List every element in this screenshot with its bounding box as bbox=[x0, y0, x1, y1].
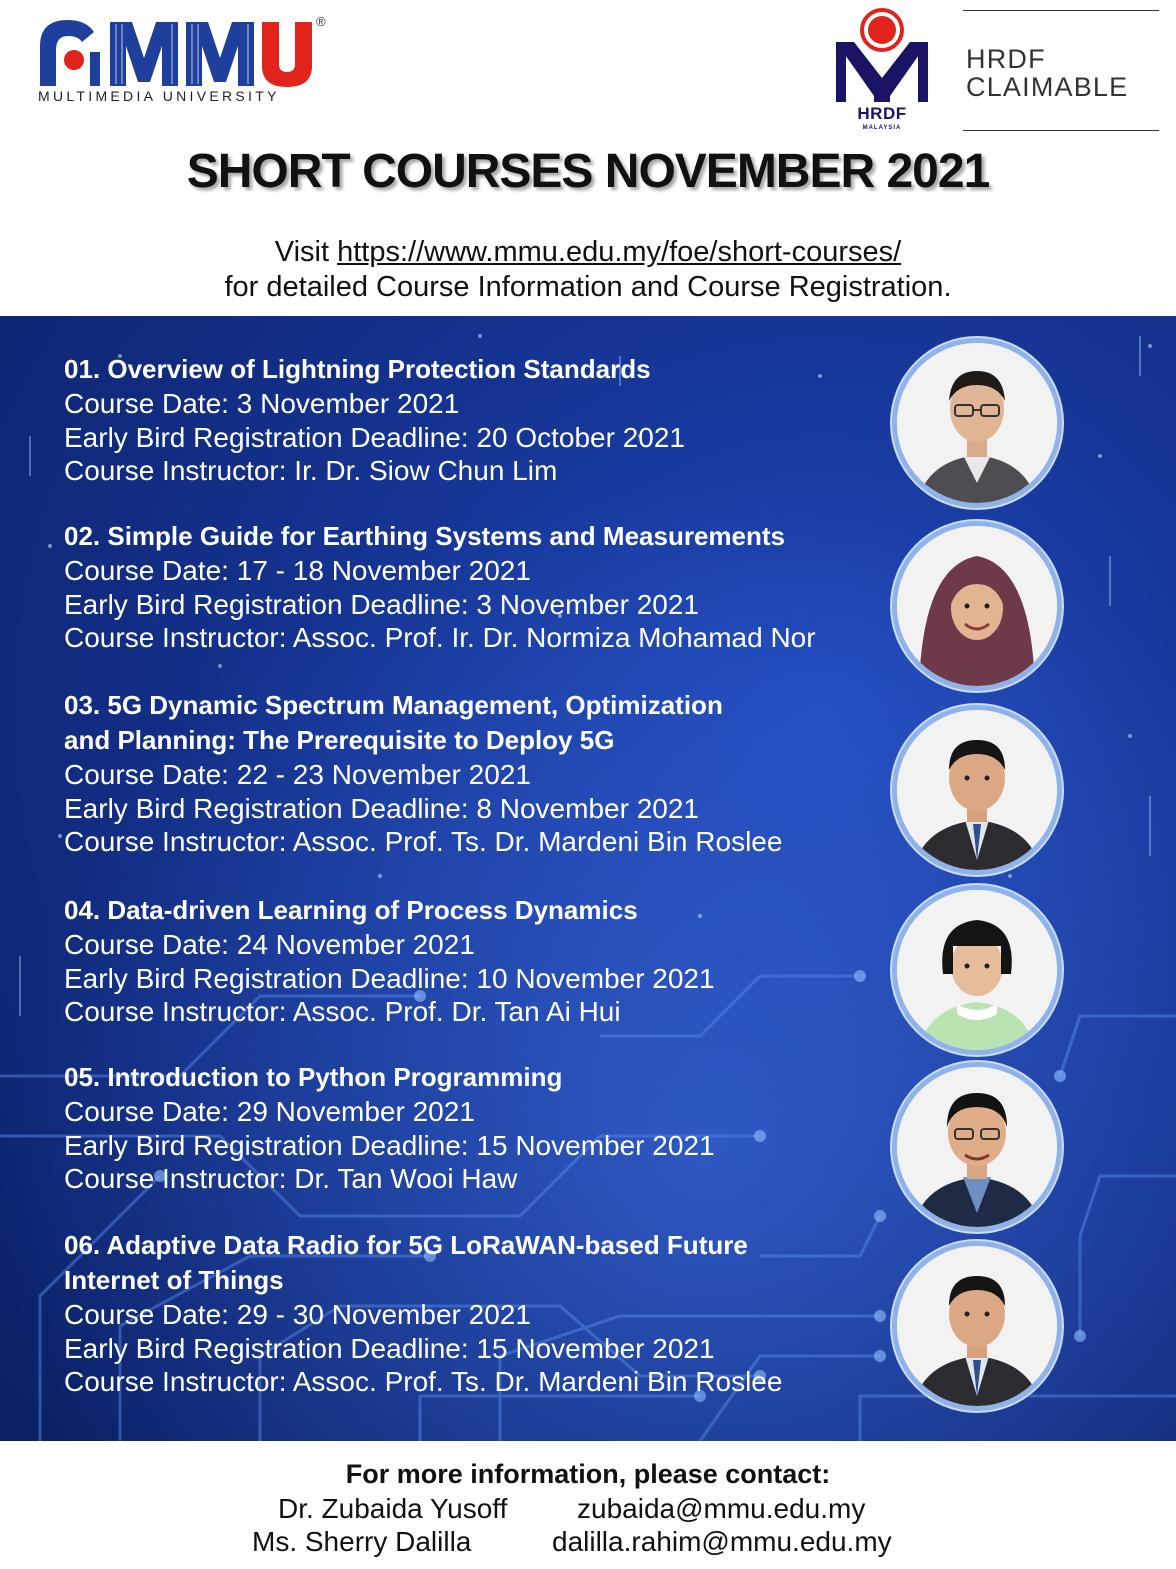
course-title: 05. Introduction to Python Programming bbox=[64, 1062, 563, 1092]
course-deadline: Early Bird Registration Deadline: 15 November 2021 bbox=[64, 1332, 715, 1364]
instructor-photo-icon bbox=[897, 1246, 1057, 1406]
instructor-photo-icon bbox=[897, 343, 1057, 503]
course-date: Course Date: 29 November 2021 bbox=[64, 1096, 475, 1127]
course-title: 03. 5G Dynamic Spectrum Management, Optimization bbox=[64, 690, 723, 720]
course-instructor: Course Instructor: Dr. Tan Wooi Haw bbox=[64, 1163, 518, 1194]
instructor-photo-icon bbox=[897, 526, 1057, 686]
course-title: 04. Data-driven Learning of Process Dynamics bbox=[64, 895, 638, 925]
instructor-photo bbox=[892, 705, 1062, 875]
course-item bbox=[64, 1228, 782, 1399]
instructor-photo bbox=[892, 1241, 1062, 1411]
course-deadline: Early Bird Registration Deadline: 15 November 2021 bbox=[64, 1129, 715, 1161]
course-item bbox=[64, 893, 715, 1029]
contact-name: Ms. Sherry Dalilla bbox=[252, 1526, 472, 1557]
contact-email[interactable]: dalilla.rahim@mmu.edu.my bbox=[552, 1526, 892, 1557]
course-instructor: Course Instructor: Assoc. Prof. Ir. Dr. Normiza Mohamad Nor bbox=[64, 622, 816, 653]
course-title: 02. Simple Guide for Earthing Systems and Measurements bbox=[64, 521, 785, 551]
course-item bbox=[64, 352, 685, 488]
instructor-photo bbox=[892, 338, 1062, 508]
course-date: Course Date: 24 November 2021 bbox=[64, 929, 475, 960]
course-date: Course Date: 29 - 30 November 2021 bbox=[64, 1299, 531, 1330]
mmu-logo-mark bbox=[34, 12, 314, 88]
short-courses-link[interactable]: https://www.mmu.edu.my/foe/short-courses/ bbox=[337, 236, 902, 268]
instructor-photo bbox=[892, 1062, 1062, 1232]
visit-prefix: Visit bbox=[274, 236, 338, 268]
course-title: 06. Adaptive Data Radio for 5G LoRaWAN-based Future bbox=[64, 1230, 748, 1260]
university-name: MULTIMEDIA UNIVERSITY bbox=[38, 88, 280, 104]
poster-title: SHORT COURSES NOVEMBER 2021 bbox=[186, 145, 990, 198]
hrdf-logo-subtext: MALAYSIA bbox=[862, 125, 902, 131]
hrdf-claimable-text: HRDF CLAIMABLE bbox=[966, 44, 1129, 102]
contact-name: Dr. Zubaida Yusoff bbox=[278, 1493, 508, 1524]
registration-info-line: for detailed Course Information and Course Registration. bbox=[224, 271, 952, 303]
course-item bbox=[64, 519, 816, 655]
hrdf-logo bbox=[830, 8, 934, 136]
course-title: 01. Overview of Lightning Protection Standards bbox=[64, 354, 651, 384]
course-date: Course Date: 3 November 2021 bbox=[64, 388, 460, 419]
mmu-logo bbox=[34, 12, 334, 110]
instructor-photo-icon bbox=[897, 890, 1057, 1050]
contact-email[interactable]: zubaida@mmu.edu.my bbox=[577, 1493, 866, 1524]
hrdf-emblem-icon bbox=[830, 8, 934, 104]
course-instructor: Course Instructor: Assoc. Prof. Dr. Tan Ai Hui bbox=[64, 996, 621, 1027]
course-item bbox=[64, 688, 782, 859]
registered-mark: ® bbox=[316, 14, 326, 29]
course-title-line2: and Planning: The Prerequisite to Deploy 5G bbox=[64, 725, 615, 755]
instructor-photo-icon bbox=[897, 710, 1057, 870]
instructor-photo bbox=[892, 885, 1062, 1055]
course-date: Course Date: 17 - 18 November 2021 bbox=[64, 555, 531, 586]
course-deadline: Early Bird Registration Deadline: 3 November 2021 bbox=[64, 588, 699, 620]
course-instructor: Course Instructor: Assoc. Prof. Ts. Dr. Mardeni Bin Roslee bbox=[64, 826, 783, 857]
courses-panel bbox=[0, 316, 1176, 1441]
hrdf-logo-text: HRDF bbox=[857, 104, 907, 123]
course-item bbox=[64, 1060, 715, 1196]
instructor-photo bbox=[892, 521, 1062, 691]
course-deadline: Early Bird Registration Deadline: 20 October 2021 bbox=[64, 421, 686, 453]
course-instructor: Course Instructor: Assoc. Prof. Ts. Dr. Mardeni Bin Roslee bbox=[64, 1366, 783, 1397]
hrdf-claimable-box bbox=[963, 10, 1159, 131]
course-instructor: Course Instructor: Ir. Dr. Siow Chun Lim bbox=[64, 455, 558, 486]
contact-heading: For more information, please contact: bbox=[345, 1459, 831, 1489]
course-date: Course Date: 22 - 23 November 2021 bbox=[64, 759, 531, 790]
instructor-photo-icon bbox=[897, 1067, 1057, 1227]
contact-footer bbox=[0, 1441, 1176, 1569]
course-deadline: Early Bird Registration Deadline: 10 November 2021 bbox=[64, 962, 715, 994]
visit-line bbox=[0, 236, 1176, 269]
course-deadline: Early Bird Registration Deadline: 8 November 2021 bbox=[64, 792, 699, 824]
course-title-line2: Internet of Things bbox=[64, 1265, 284, 1295]
poster-header bbox=[0, 0, 1176, 316]
